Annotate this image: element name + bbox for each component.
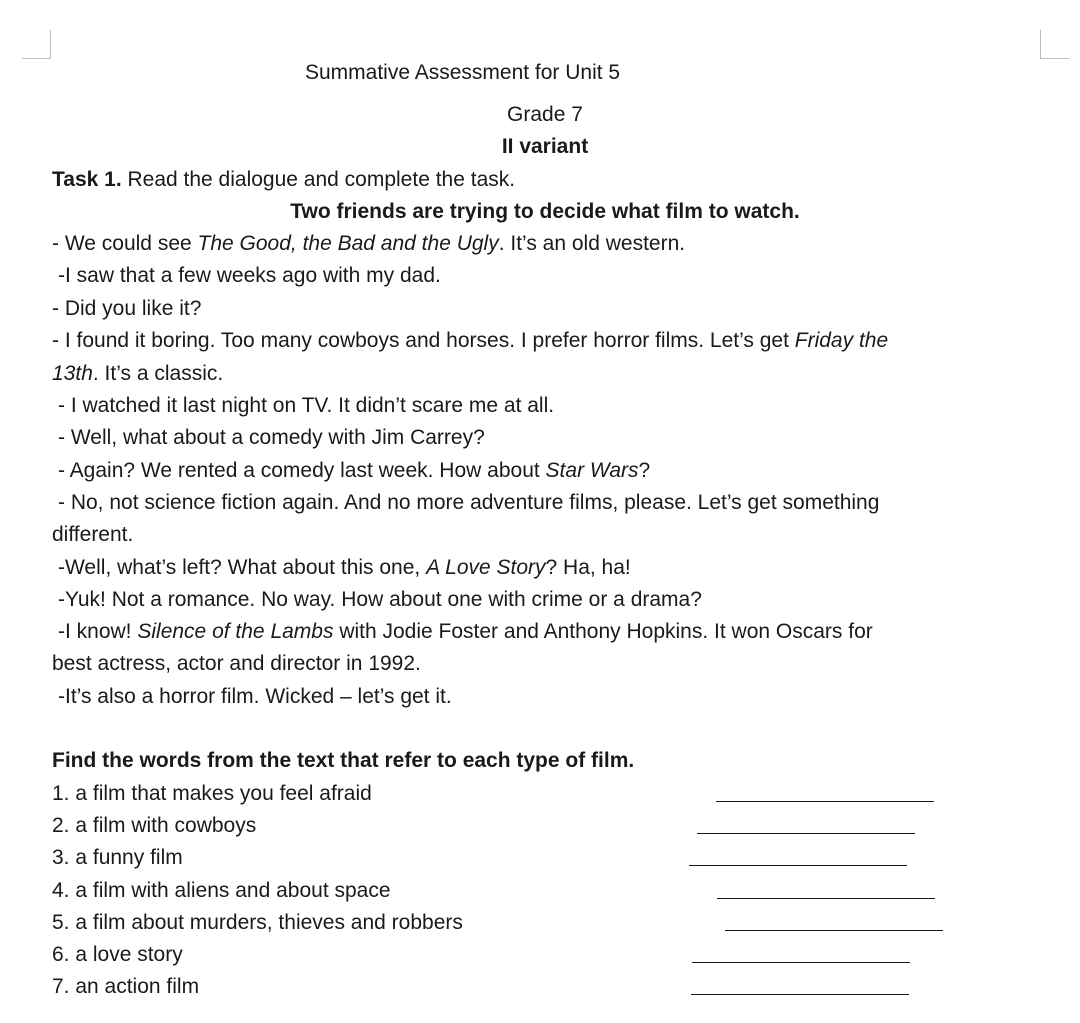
dialogue-line-3: - Did you like it? <box>52 297 202 320</box>
exercise-item-3: 3. a funny film <box>52 846 183 869</box>
page-corner-mark-top-right <box>1040 30 1069 59</box>
page-corner-mark-top-left <box>22 30 51 59</box>
task1-text: Read the dialogue and complete the task. <box>121 168 516 191</box>
film-title: Star Wars <box>545 459 639 482</box>
text: with Jodie Foster and Anthony Hopkins. It won Oscars for <box>333 620 873 643</box>
film-title: The Good, the Bad and the Ugly <box>197 232 499 255</box>
answer-blank-6[interactable] <box>692 962 910 963</box>
answer-blank-3[interactable] <box>689 865 907 866</box>
film-title: 13th <box>52 362 93 385</box>
answer-blank-2[interactable] <box>697 833 915 834</box>
task1-label: Task 1. <box>52 168 122 191</box>
exercise-heading: Find the words from the text that refer to each type of film. <box>52 749 635 772</box>
answer-blank-4[interactable] <box>717 898 935 899</box>
dialogue-line-1 <box>52 231 685 257</box>
document-title: Summative Assessment for Unit 5 <box>305 61 621 84</box>
exercise-item-4: 4. a film with aliens and about space <box>52 879 391 902</box>
dialogue-line-14: best actress, actor and director in 1992. <box>52 652 421 675</box>
film-title: Silence of the Lambs <box>137 620 334 643</box>
variant-label: II variant <box>501 135 589 158</box>
text: - I found it boring. Too many cowboys and horses. I prefer horror films. Let’s get <box>52 329 795 352</box>
text: - Again? We rented a comedy last week. How about <box>58 459 546 482</box>
dialogue-line-11 <box>58 555 631 581</box>
exercise-item-7: 7. an action film <box>52 975 200 998</box>
answer-blank-1[interactable] <box>716 801 934 802</box>
dialogue-line-10: different. <box>52 523 134 546</box>
dialogue-line-15: -It’s also a horror film. Wicked – let’s get it. <box>58 685 452 708</box>
text: ? Ha, ha! <box>545 556 631 579</box>
answer-blank-5[interactable] <box>725 930 943 931</box>
task1-subtitle: Two friends are trying to decide what film to watch. <box>290 200 800 223</box>
exercise-item-6: 6. a love story <box>52 943 183 966</box>
text: . It’s a classic. <box>92 362 224 385</box>
dialogue-line-2: -I saw that a few weeks ago with my dad. <box>58 264 441 287</box>
dialogue-line-5 <box>52 361 223 387</box>
dialogue-line-12: -Yuk! Not a romance. No way. How about one with crime or a drama? <box>58 588 702 611</box>
answer-blank-7[interactable] <box>691 994 909 995</box>
dialogue-line-8 <box>58 458 650 484</box>
film-title: Friday the <box>794 329 889 352</box>
dialogue-line-13 <box>58 619 873 645</box>
dialogue-line-7: - Well, what about a comedy with Jim Carrey? <box>58 426 485 449</box>
dialogue-line-6: - I watched it last night on TV. It didn’t scare me at all. <box>58 394 555 417</box>
exercise-item-2: 2. a film with cowboys <box>52 814 257 837</box>
text: . It’s an old western. <box>498 232 686 255</box>
grade-label: Grade 7 <box>507 103 583 126</box>
text: -I know! <box>58 620 138 643</box>
text: -Well, what’s left? What about this one, <box>58 556 427 579</box>
exercise-item-5: 5. a film about murders, thieves and robbers <box>52 911 463 934</box>
dialogue-line-9: - No, not science fiction again. And no more adventure films, please. Let’s get something <box>58 491 880 514</box>
text: ? <box>638 459 651 482</box>
dialogue-line-4 <box>52 328 888 354</box>
text: - We could see <box>52 232 198 255</box>
exercise-item-1: 1. a film that makes you feel afraid <box>52 782 372 805</box>
task1-instruction <box>52 167 515 193</box>
film-title: A Love Story <box>426 556 546 579</box>
